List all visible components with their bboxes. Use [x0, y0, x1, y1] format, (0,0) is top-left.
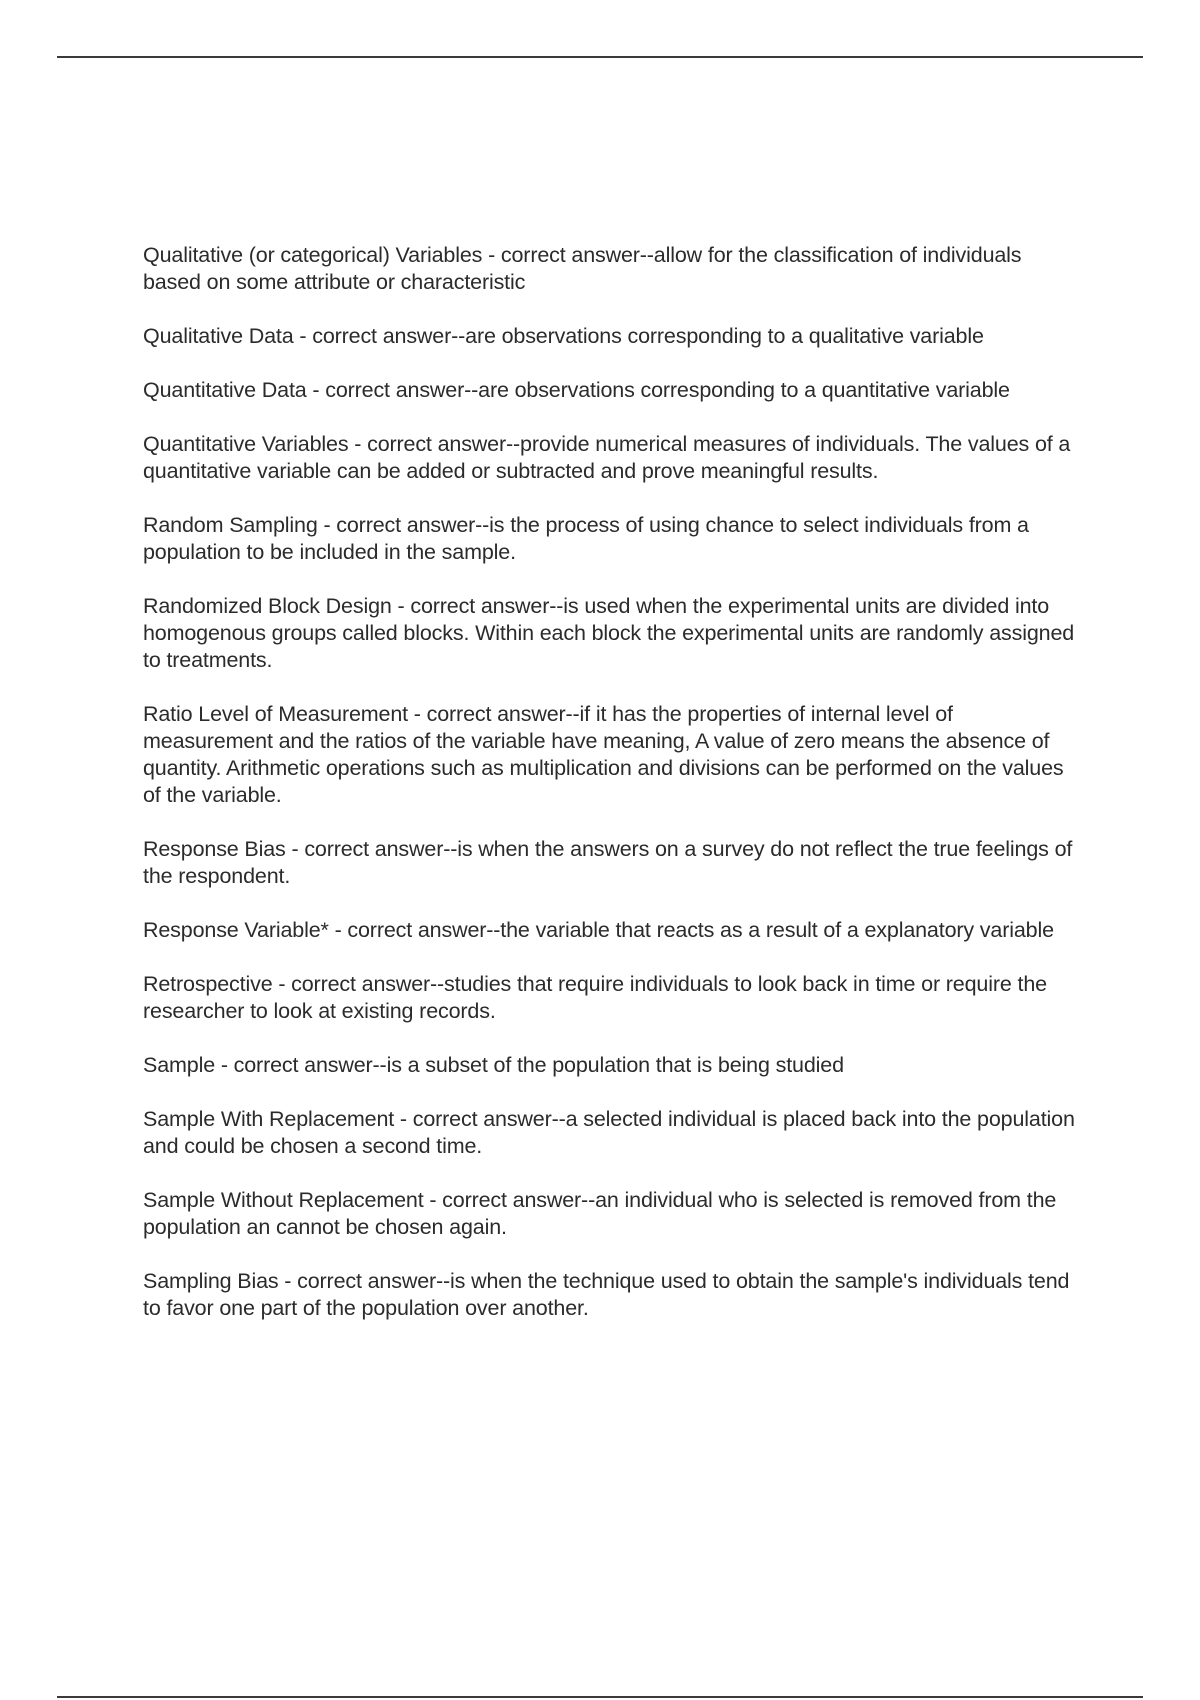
- glossary-entry: Sample With Replacement - correct answer--a selected individual is placed back into the population and could be chosen a second time.: [143, 1107, 1075, 1158]
- glossary-entry: Quantitative Data - correct answer--are observations corresponding to a quantitative variable: [143, 378, 1010, 402]
- glossary-entry: Retrospective - correct answer--studies that require individuals to look back in time or require the researcher to look at existing records.: [143, 972, 1047, 1023]
- glossary-entry: Qualitative Data - correct answer--are observations corresponding to a qualitative variable: [143, 324, 984, 348]
- glossary-entry: Ratio Level of Measurement - correct answer--if it has the properties of internal level of measurement and the ratios of the variable have meaning, A value of zero means the absence of quantity. Arithmetic operations such as multiplication and divisions can be performed on the values of the variable.: [143, 702, 1064, 807]
- glossary-entry: Sample - correct answer--is a subset of the population that is being studied: [143, 1053, 844, 1077]
- glossary-entry: Quantitative Variables - correct answer--provide numerical measures of individuals. The values of a quantitative variable can be added or subtracted and prove meaningful results.: [143, 432, 1071, 483]
- header-rule: [57, 56, 1143, 58]
- glossary-entry: Sampling Bias - correct answer--is when the technique used to obtain the sample's individuals tend to favor one part of the population over another.: [143, 1269, 1070, 1320]
- glossary-entry: Sample Without Replacement - correct answer--an individual who is selected is removed from the population an cannot be chosen again.: [143, 1188, 1057, 1239]
- glossary-entry: Randomized Block Design - correct answer--is used when the experimental units are divided into homogenous groups called blocks. Within each block the experimental units are randomly assigned to treatments.: [143, 594, 1075, 672]
- glossary-list: [143, 242, 1083, 1349]
- glossary-entry: Qualitative (or categorical) Variables - correct answer--allow for the classification of individuals based on some attribute or characteristic: [143, 243, 1022, 294]
- glossary-entry: Response Bias - correct answer--is when the answers on a survey do not reflect the true feelings of the respondent.: [143, 837, 1073, 888]
- glossary-entry: Random Sampling - correct answer--is the process of using chance to select individuals from a population to be included in the sample.: [143, 513, 1029, 564]
- footer-rule: [57, 1696, 1143, 1698]
- glossary-entry: Response Variable* - correct answer--the variable that reacts as a result of a explanatory variable: [143, 918, 1054, 942]
